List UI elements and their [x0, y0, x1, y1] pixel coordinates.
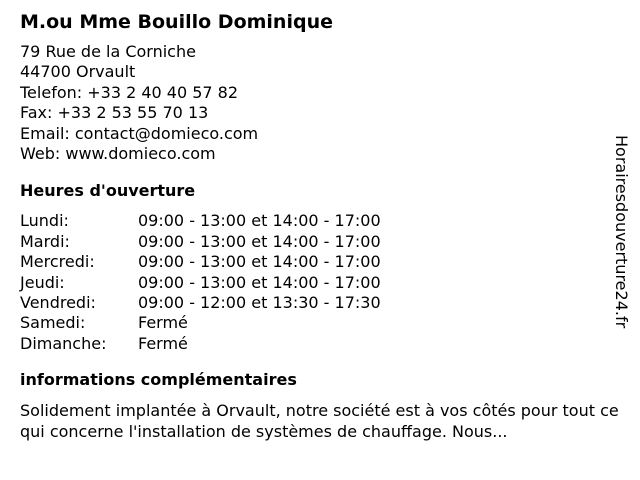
day-hours: Fermé — [138, 313, 188, 333]
day-label: Dimanche: — [20, 333, 107, 353]
day-hours: 09:00 - 13:00 et 14:00 - 17:00 — [138, 231, 381, 251]
info-heading: informations complémentaires — [20, 370, 297, 390]
day-hours: Fermé — [138, 333, 188, 353]
day-label: Jeudi: — [20, 272, 65, 292]
info-description: Solidement implantée à Orvault, notre société est à vos côtés pour tout ce qui concerne l'installation de systèmes de chauffage. Nous... — [20, 401, 619, 441]
street-address: 79 Rue de la Corniche — [20, 42, 196, 61]
hours-row-monday — [20, 211, 620, 231]
address-block — [20, 42, 620, 164]
hours-row-saturday — [20, 313, 620, 333]
day-label: Lundi: — [20, 211, 69, 231]
day-hours: 09:00 - 13:00 et 14:00 - 17:00 — [138, 252, 381, 272]
hours-heading: Heures d'ouverture — [20, 181, 196, 201]
watermark-text: Horairesdouverture24.fr — [612, 135, 631, 329]
day-label: Mardi: — [20, 231, 70, 251]
hours-table — [20, 211, 620, 354]
day-hours: 09:00 - 12:00 et 13:30 - 17:30 — [138, 293, 381, 313]
day-label: Samedi: — [20, 313, 86, 333]
hours-row-wednesday — [20, 252, 620, 272]
hours-row-thursday — [20, 273, 620, 293]
fax-line: Fax: +33 2 53 55 70 13 — [20, 103, 209, 123]
hours-row-tuesday — [20, 232, 620, 252]
business-card — [20, 9, 620, 442]
email-line: Email: contact@domieco.com — [20, 123, 259, 143]
day-label: Vendredi: — [20, 293, 96, 313]
city-postcode: 44700 Orvault — [20, 62, 136, 82]
day-hours: 09:00 - 13:00 et 14:00 - 17:00 — [138, 272, 381, 292]
day-hours: 09:00 - 13:00 et 14:00 - 17:00 — [138, 211, 381, 231]
web-line: Web: www.domieco.com — [20, 144, 216, 164]
business-name: M.ou Mme Bouillo Dominique — [20, 11, 333, 33]
hours-row-sunday — [20, 334, 620, 354]
phone-line: Telefon: +33 2 40 40 57 82 — [20, 82, 239, 102]
hours-row-friday — [20, 293, 620, 313]
day-label: Mercredi: — [20, 252, 95, 272]
